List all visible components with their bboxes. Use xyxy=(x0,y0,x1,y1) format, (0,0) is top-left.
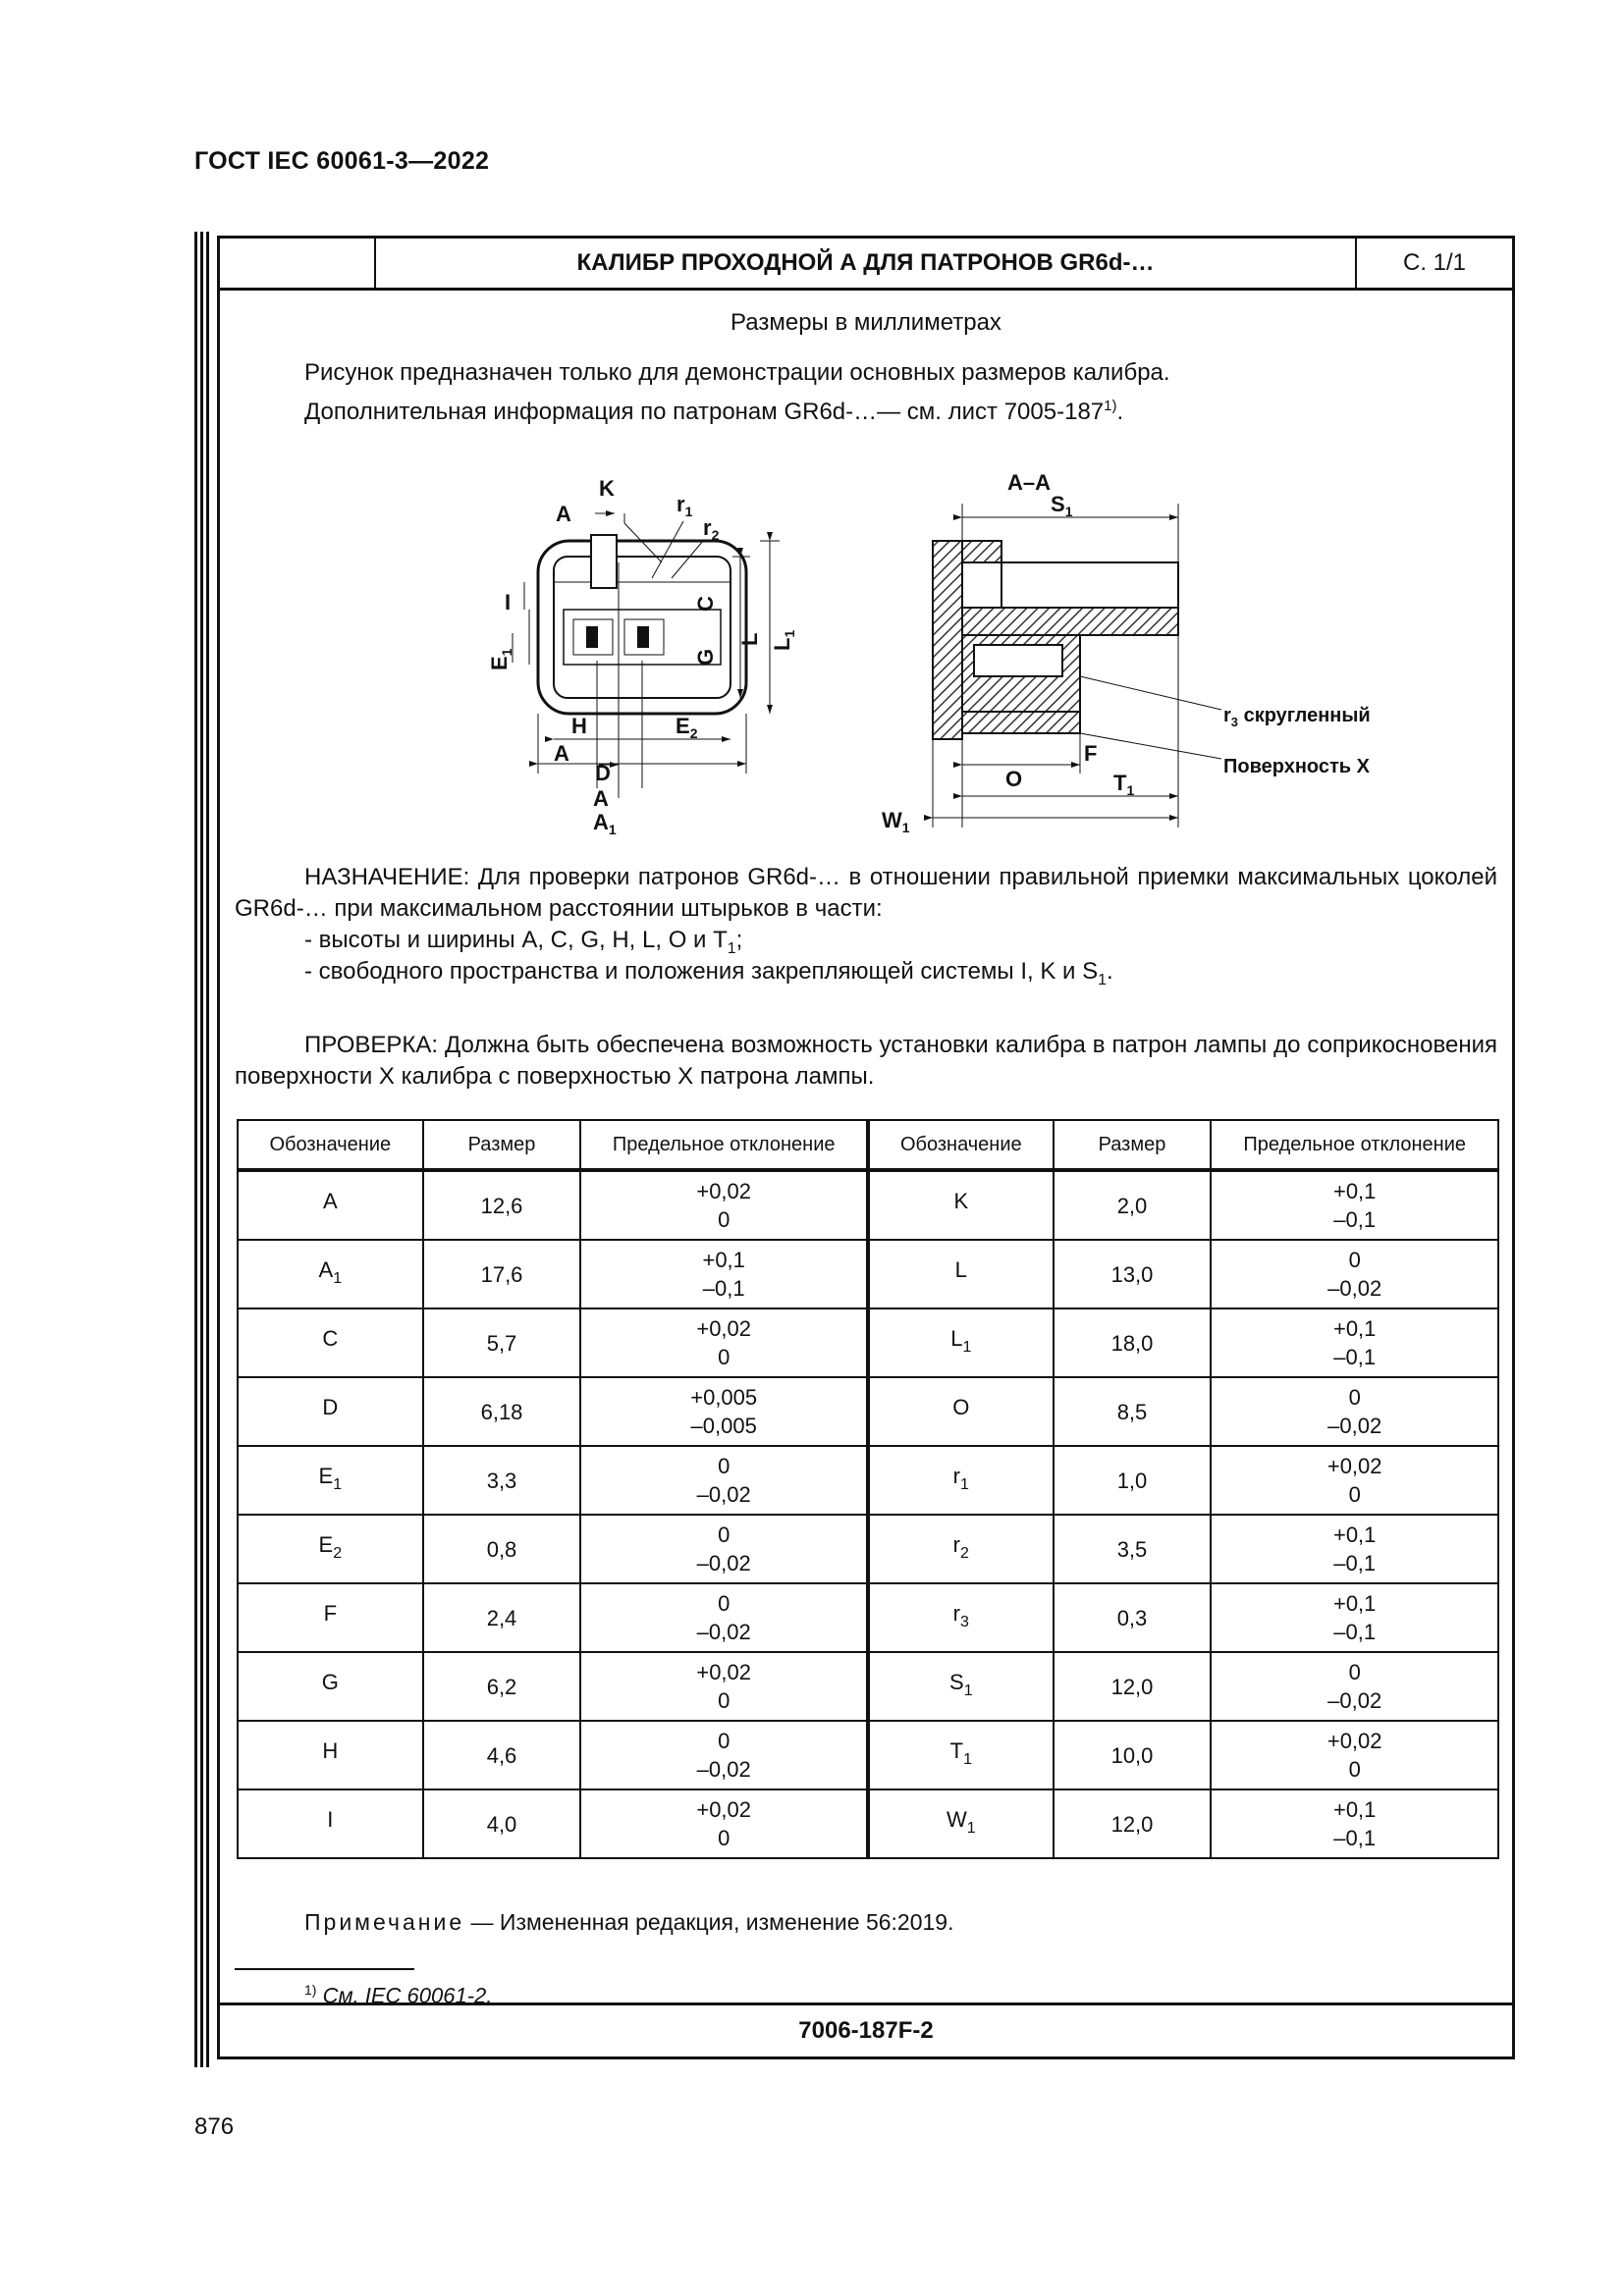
tolerance-upper: +0,1 xyxy=(702,1248,745,1272)
tolerance-cell xyxy=(580,1308,868,1377)
designation-symbol: F xyxy=(323,1601,338,1626)
sheet-code: 7006-187F-2 xyxy=(220,2002,1512,2056)
designation-cell xyxy=(238,1789,423,1858)
label-a-mid: A xyxy=(554,741,569,766)
column-header: Размер xyxy=(423,1120,581,1170)
size-cell: 12,6 xyxy=(423,1170,581,1240)
sheet-title: КАЛИБР ПРОХОДНОЙ А ДЛЯ ПАТРОНОВ GR6d-… xyxy=(376,239,1357,288)
tolerance-cell xyxy=(580,1789,868,1858)
front-view xyxy=(513,513,780,798)
designation-subscript: 1 xyxy=(963,1682,973,1699)
intro-text xyxy=(304,356,1170,429)
tolerance-upper: 0 xyxy=(718,1729,730,1753)
designation-cell xyxy=(238,1308,423,1377)
footnote-ref: 1) xyxy=(1104,398,1117,414)
title-row xyxy=(220,239,1512,291)
size-cell: 2,0 xyxy=(1054,1170,1212,1240)
designation-cell xyxy=(868,1170,1054,1240)
label-a-top: A xyxy=(556,502,571,526)
purpose-item-1-sub: 1 xyxy=(727,940,736,957)
designation-symbol: W xyxy=(946,1807,967,1832)
tolerance-upper: +0,1 xyxy=(1332,1179,1377,1203)
tolerance-cell xyxy=(1211,1515,1498,1583)
designation-cell xyxy=(238,1652,423,1721)
purpose-item-2-text: - свободного пространства и положения закрепляющей системы I, K и S xyxy=(304,958,1099,985)
tolerance-upper: +0,02 xyxy=(696,1797,752,1822)
tolerance-cell xyxy=(580,1377,868,1446)
tolerance-lower: –0,02 xyxy=(696,1482,751,1507)
label-surface-x: Поверхность X xyxy=(1223,756,1370,777)
label-e2: $E_2$ xyxy=(676,714,698,741)
margin-bar xyxy=(200,232,203,2067)
footnote-mark: 1) xyxy=(304,1982,317,1998)
tolerance-lower: –0,02 xyxy=(696,1620,751,1644)
intro-line-1: Рисунок предназначен только для демонстрации основных размеров калибра. xyxy=(304,359,1170,386)
size-cell: 3,3 xyxy=(423,1446,581,1515)
size-cell: 5,7 xyxy=(423,1308,581,1377)
label-t1: $T_1$ xyxy=(1113,771,1135,798)
label-r2: $r_2$ xyxy=(703,515,720,543)
designation-subscript: 1 xyxy=(962,1339,972,1356)
margin-bar xyxy=(206,232,209,2067)
purpose-item-1-text: - высоты и ширины A, C, G, H, L, O и T xyxy=(304,927,728,953)
tolerance-cell xyxy=(580,1652,868,1721)
tolerance-cell xyxy=(1211,1583,1498,1652)
designation-symbol: A xyxy=(318,1257,334,1282)
size-cell: 4,0 xyxy=(423,1789,581,1858)
table-row xyxy=(238,1170,1498,1240)
column-header: Предельное отклонение xyxy=(580,1120,868,1170)
designation-symbol: T xyxy=(949,1738,964,1763)
designation-symbol: K xyxy=(953,1189,969,1213)
note xyxy=(304,1909,954,1936)
document-header: ГОСТ IEC 60061-3—2022 xyxy=(194,147,490,175)
label-w1: $W_1$ xyxy=(882,808,910,835)
designation-symbol: D xyxy=(322,1395,339,1419)
gauge-drawing xyxy=(367,445,1496,847)
designation-symbol: r xyxy=(952,1464,960,1488)
designation-cell xyxy=(238,1721,423,1789)
designation-symbol: L xyxy=(950,1326,963,1351)
designation-subscript: 2 xyxy=(333,1545,343,1562)
label-e1: $E_1$ xyxy=(487,648,514,670)
sheet-page: С. 1/1 xyxy=(1402,249,1467,276)
tolerance-lower: –0,1 xyxy=(1333,1345,1377,1369)
margin-bar xyxy=(194,232,197,2067)
designation-cell xyxy=(868,1308,1054,1377)
tolerance-lower: 0 xyxy=(718,1826,730,1850)
designation-symbol: G xyxy=(321,1670,339,1694)
purpose-item-2-sub: 1 xyxy=(1098,972,1107,988)
check-text: ПРОВЕРКА: Должна быть обеспечена возможность установки калибра в патрон лампы до соприкосновения поверхности X калибра с поверхностью X патрона лампы. xyxy=(235,1032,1497,1090)
designation-symbol: L xyxy=(954,1257,967,1282)
section-view xyxy=(933,504,1221,828)
intro-line-2-tail: . xyxy=(1116,399,1124,425)
tolerance-upper: +0,1 xyxy=(1332,1797,1377,1822)
tolerance-lower: 0 xyxy=(718,1345,730,1369)
page-number: 876 xyxy=(194,2113,235,2140)
column-header: Обозначение xyxy=(868,1120,1054,1170)
label-l1: $L_1$ xyxy=(770,629,797,651)
tolerance-upper: +0,1 xyxy=(1332,1591,1377,1616)
tolerance-lower: 0 xyxy=(718,1207,730,1232)
designation-subscript: 3 xyxy=(960,1614,969,1630)
size-cell: 12,0 xyxy=(1054,1789,1212,1858)
tolerance-lower: 0 xyxy=(718,1688,730,1713)
tolerance-upper: 0 xyxy=(1348,1660,1361,1684)
tolerance-lower: –0,1 xyxy=(702,1276,745,1301)
purpose-text: НАЗНАЧЕНИЕ: Для проверки патронов GR6d-… в отношении правильной приемки максимальных цоколей GR6d-… при максимальном расстоянии штырьков в части: xyxy=(235,864,1497,922)
designation-cell xyxy=(238,1515,423,1583)
tolerance-lower: –0,02 xyxy=(1327,1276,1382,1301)
designation-subscript: 2 xyxy=(960,1545,969,1562)
table-body xyxy=(238,1170,1498,1858)
purpose-item-2 xyxy=(304,956,1113,996)
table-row xyxy=(238,1583,1498,1652)
tolerance-cell xyxy=(1211,1240,1498,1308)
table-row xyxy=(238,1240,1498,1308)
column-header: Обозначение xyxy=(238,1120,423,1170)
table-row xyxy=(238,1789,1498,1858)
tolerance-lower: –0,02 xyxy=(1327,1414,1382,1438)
designation-cell xyxy=(238,1377,423,1446)
designation-cell xyxy=(238,1446,423,1515)
label-section-title: A–A xyxy=(1006,470,1052,495)
size-cell: 8,5 xyxy=(1054,1377,1212,1446)
label-f: F xyxy=(1084,741,1098,766)
designation-cell xyxy=(868,1721,1054,1789)
label-o: O xyxy=(1005,767,1023,791)
label-d: D xyxy=(595,761,611,785)
tolerance-cell xyxy=(580,1446,868,1515)
designation-cell xyxy=(868,1583,1054,1652)
size-cell: 13,0 xyxy=(1054,1240,1212,1308)
table-header-row xyxy=(238,1120,1498,1170)
tolerance-upper: +0,005 xyxy=(690,1385,758,1410)
table-row xyxy=(238,1446,1498,1515)
label-a-bottom: A xyxy=(593,786,609,811)
note-text: — Измененная редакция, изменение 56:2019. xyxy=(464,1909,954,1935)
note-label: Примечание xyxy=(304,1909,465,1935)
tolerance-cell xyxy=(580,1240,868,1308)
label-l: L xyxy=(737,632,762,646)
tolerance-cell xyxy=(580,1170,868,1240)
size-cell: 6,2 xyxy=(423,1652,581,1721)
label-i: I xyxy=(505,590,512,614)
tolerance-upper: 0 xyxy=(1348,1248,1361,1272)
title-blank-cell xyxy=(220,239,376,288)
designation-cell xyxy=(868,1515,1054,1583)
tolerance-cell xyxy=(1211,1308,1498,1377)
size-cell: 1,0 xyxy=(1054,1446,1212,1515)
tolerance-lower: –0,1 xyxy=(1333,1207,1377,1232)
tolerance-lower: 0 xyxy=(1348,1482,1361,1507)
tolerance-upper: 0 xyxy=(1348,1385,1361,1410)
designation-symbol: O xyxy=(952,1395,970,1419)
tolerance-cell xyxy=(1211,1789,1498,1858)
intro-line-2 xyxy=(304,390,1170,429)
tolerance-upper: +0,02 xyxy=(696,1179,752,1203)
tolerance-upper: 0 xyxy=(718,1522,730,1547)
column-header: Предельное отклонение xyxy=(1211,1120,1498,1170)
size-cell: 3,5 xyxy=(1054,1515,1212,1583)
label-k: K xyxy=(599,476,615,501)
table-row xyxy=(238,1721,1498,1789)
footnote-rule xyxy=(235,1968,414,1970)
size-cell: 10,0 xyxy=(1054,1721,1212,1789)
designation-symbol: E xyxy=(318,1532,334,1557)
tolerance-cell xyxy=(580,1515,868,1583)
tolerance-cell xyxy=(1211,1377,1498,1446)
designation-cell xyxy=(238,1170,423,1240)
size-cell: 17,6 xyxy=(423,1240,581,1308)
size-cell: 12,0 xyxy=(1054,1652,1212,1721)
designation-symbol: S xyxy=(949,1670,964,1694)
tolerance-upper: +0,1 xyxy=(1332,1316,1377,1341)
label-h: H xyxy=(571,714,587,738)
tolerance-cell xyxy=(1211,1652,1498,1721)
size-cell: 0,8 xyxy=(423,1515,581,1583)
tolerance-upper: +0,02 xyxy=(696,1316,752,1341)
designation-cell xyxy=(238,1583,423,1652)
tolerance-upper: +0,02 xyxy=(1326,1454,1382,1478)
designation-cell xyxy=(868,1652,1054,1721)
designation-subscript: 1 xyxy=(966,1820,976,1837)
designation-subscript: 1 xyxy=(333,1476,343,1493)
column-header: Размер xyxy=(1054,1120,1212,1170)
purpose-item-1-tail: ; xyxy=(735,927,743,953)
purpose-item-2-tail: . xyxy=(1107,958,1113,985)
designation-subscript: 1 xyxy=(963,1751,972,1768)
tolerance-upper: +0,1 xyxy=(1332,1522,1377,1547)
table-row xyxy=(238,1308,1498,1377)
designation-symbol: r xyxy=(952,1532,960,1557)
intro-line-2-text: Дополнительная информация по патронам GR6d-…— см. лист 7005-187 xyxy=(304,399,1105,425)
tolerance-lower: –0,02 xyxy=(696,1757,751,1782)
designation-symbol: C xyxy=(322,1326,339,1351)
footnote-text: См. IEC 60061-2. xyxy=(322,1983,493,2008)
label-r1: $r_1$ xyxy=(676,492,693,519)
tolerance-cell xyxy=(1211,1446,1498,1515)
designation-cell xyxy=(868,1240,1054,1308)
designation-symbol: H xyxy=(322,1738,339,1763)
size-cell: 2,4 xyxy=(423,1583,581,1652)
designation-cell xyxy=(238,1240,423,1308)
tolerance-lower: –0,1 xyxy=(1333,1826,1377,1850)
tolerance-lower: –0,005 xyxy=(690,1414,757,1438)
tolerance-lower: –0,02 xyxy=(696,1551,751,1575)
size-cell: 4,6 xyxy=(423,1721,581,1789)
designation-subscript: 1 xyxy=(960,1476,969,1493)
tolerance-cell xyxy=(580,1721,868,1789)
designation-symbol: E xyxy=(318,1464,334,1488)
table-row xyxy=(238,1515,1498,1583)
label-s1: $S_1$ xyxy=(1051,492,1073,519)
size-cell: 6,18 xyxy=(423,1377,581,1446)
dimensions-table xyxy=(237,1119,1499,1859)
tolerance-upper: 0 xyxy=(718,1454,730,1478)
table-row xyxy=(238,1377,1498,1446)
units-caption: Размеры в миллиметрах xyxy=(730,309,1001,336)
table-row xyxy=(238,1652,1498,1721)
tolerance-cell xyxy=(580,1583,868,1652)
label-r3: $r_3$ скругленный xyxy=(1223,705,1371,729)
designation-symbol: I xyxy=(327,1807,334,1832)
tolerance-lower: –0,02 xyxy=(1327,1688,1382,1713)
tolerance-upper: +0,02 xyxy=(696,1660,752,1684)
label-c: C xyxy=(693,596,718,612)
size-cell: 18,0 xyxy=(1054,1308,1212,1377)
designation-cell xyxy=(868,1377,1054,1446)
tolerance-lower: –0,1 xyxy=(1333,1551,1377,1575)
designation-cell xyxy=(868,1446,1054,1515)
tolerance-cell xyxy=(1211,1170,1498,1240)
designation-symbol: r xyxy=(952,1601,960,1626)
tolerance-upper: 0 xyxy=(718,1591,730,1616)
sheet-frame xyxy=(217,236,1515,2059)
tolerance-lower: –0,1 xyxy=(1333,1620,1377,1644)
label-a1: $A_1$ xyxy=(593,810,617,837)
size-cell: 0,3 xyxy=(1054,1583,1212,1652)
label-g: G xyxy=(693,648,718,666)
tolerance-lower: 0 xyxy=(1348,1757,1361,1782)
designation-subscript: 1 xyxy=(333,1270,343,1287)
tolerance-cell xyxy=(1211,1721,1498,1789)
designation-cell xyxy=(868,1789,1054,1858)
designation-symbol: A xyxy=(322,1189,338,1213)
tolerance-upper: +0,02 xyxy=(1326,1729,1382,1753)
